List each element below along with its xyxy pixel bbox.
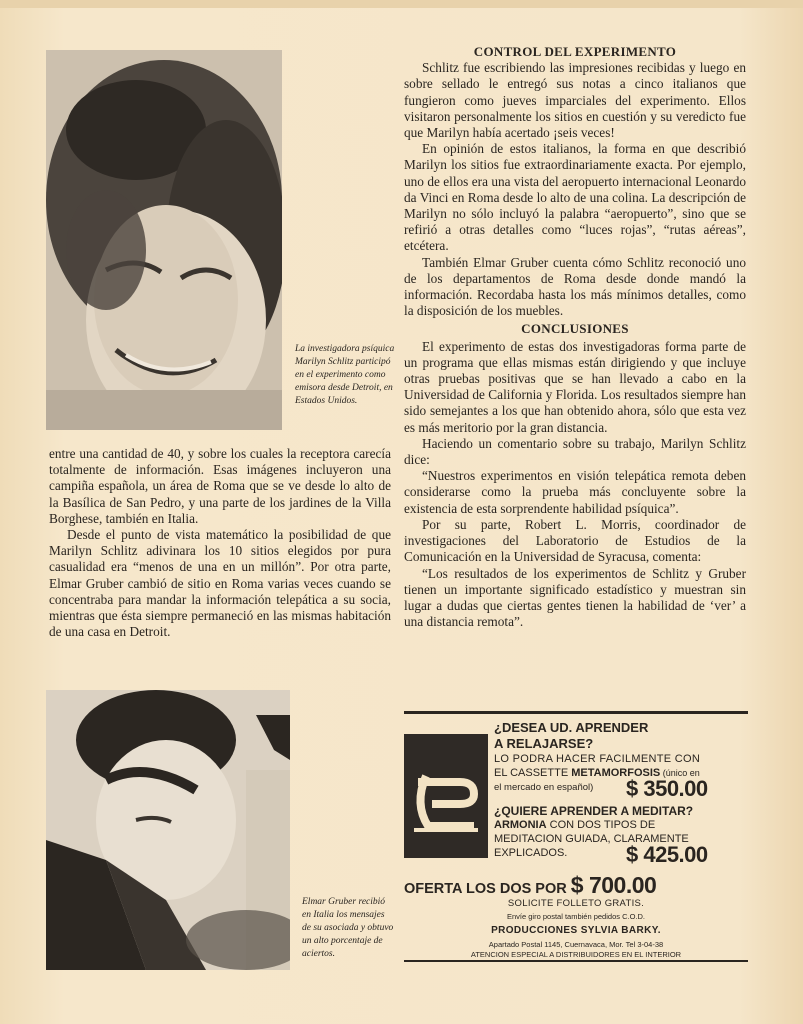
ad-metamorfosis: METAMORFOSIS: [571, 767, 661, 779]
right-paragraph-6: “Nuestros experimentos en visión telepática remota deben considerarse como la prueba más concluyente sobre la existencia de esta sorprendente habilidad psíquica”.: [404, 468, 746, 516]
photo-marilyn-schlitz: [46, 50, 282, 430]
ad-line-3: el mercado en español): [494, 782, 594, 793]
right-paragraph-7: Por su parte, Robert L. Morris, coordinador de investigaciones del Laboratorio de Estudios de la Comunicación en la Universidad de Syracusa, comenta:: [404, 516, 746, 565]
ad-request-brochure: SOLICITE FOLLETO GRATIS.: [507, 898, 645, 909]
ad-distributors: ATENCION ESPECIAL A DISTRIBUIDORES EN EL INTERIOR: [470, 950, 682, 959]
right-paragraph-2: En opinión de estos italianos, la forma en que describió Marilyn los sitios fue extraordinariamente exacta. Por ejemplo, uno de ellos era una vista del aeropuerto internacional Leonardo da Vinci en Roma desde lo alto de una colina. La descripción de Marilyn no sólo incluyó la palabra “aeropuerto”, sino que se refirió a otras detalles como “luces rojas”, “rutas aéreas”, etcétera.: [404, 141, 746, 254]
right-paragraph-3: También Elmar Gruber cuenta cómo Schlitz reconoció uno de los departamentos de Roma desde donde mandó la información. Recordaba hasta los más mínimos detalles, como la disposición de los muebles.: [404, 254, 746, 319]
portrait-illustration: [46, 50, 282, 430]
ad-question-relax-1: ¿DESEA UD. APRENDER: [494, 720, 649, 735]
page-top-edge: [0, 0, 803, 8]
ad-line-5: MEDITACION GUIADA, CLARAMENTE: [494, 833, 689, 845]
ad-line-4: [494, 819, 655, 831]
photo-elmar-gruber: [46, 690, 290, 970]
ad-bottom-rule: [404, 960, 748, 962]
right-paragraph-8: “Los resultados de los experimentos de Schlitz y Gruber tienen un importante significado estadístico y muestran sin lugar a dudas que ciertas gentes tienen la habilidad de ‘ver’ a una distancia remota”.: [404, 565, 746, 630]
heading-conclusiones: CONCLUSIONES: [521, 321, 629, 337]
ad-price-1: $ 350.00: [626, 776, 708, 801]
left-paragraph-1: entre una cantidad de 40, y sobre los cuales la receptora carecía totalmente de información. Esas imágenes incluyeron una campiña española, un área de Roma que se ve desde lo alto de la Basílica de San Pedro, y una parte de los jardines de la Villa Borghese, también en Italia.: [49, 446, 391, 526]
ad-two-types: CON DOS TIPOS DE: [546, 819, 656, 831]
ad-cassette-label: EL CASSETTE: [494, 767, 572, 779]
ad-company-name: PRODUCCIONES SYLVIA BARKY.: [491, 925, 661, 936]
ad-offer-price: $ 700.00: [570, 872, 657, 898]
ad-armonia: ARMONIA: [494, 819, 547, 831]
right-text-column: [404, 44, 746, 630]
ad-question-meditate: ¿QUIERE APRENDER A MEDITAR?: [494, 804, 694, 818]
ad-top-rule: [404, 711, 748, 714]
ad-line-1: LO PODRA HACER FACILMENTE CON: [494, 753, 701, 765]
ad-line-6: EXPLICADOS.: [494, 847, 568, 859]
ad-unico: (único en: [660, 768, 700, 778]
ad-address: Apartado Postal 1145, Cuernavaca, Mor. Tel 3-04-38: [488, 940, 664, 949]
caption-bottom-photo: Elmar Gruber recibió en Italia los mensajes de su asociada y obtuvo un alto porcentaje de aciertos.: [302, 897, 394, 959]
portrait-illustration-2: [46, 690, 290, 970]
ad-offer-label: OFERTA LOS DOS POR: [404, 881, 571, 897]
ad-postal-order: Envíe giro postal también pedidos C.O.D.: [507, 912, 645, 921]
left-text-column: [49, 446, 391, 640]
heading-control-experimento: CONTROL DEL EXPERIMENTO: [473, 44, 677, 59]
right-paragraph-5: Haciendo un comentario sobre su trabajo, Marilyn Schlitz dice:: [404, 435, 746, 468]
ad-logo-box: [404, 734, 488, 858]
left-paragraph-2: Desde el punto de vista matemático la posibilidad de que Marilyn Schlitz adivinara los 10 sitios elegidos por pura casualidad era “menos de una en un millón”. Por otra parte, Elmar Gruber cambió de sitio en Roma varias veces cuando se concentraba para mandar la información telepática a su socia, mientras que ésta siempre permaneció en las mismas habitación de una casa en Detroit.: [49, 527, 391, 640]
stylized-e-logo-icon: [404, 734, 488, 858]
right-paragraph-1: Schlitz fue escribiendo las impresiones recibidas y luego en sobre sellado le entregó sus notas a cinco italianos que fungieron como jueves imparciales del experimento. Ellos visitaron personalmente los sitios en cuestión y su veredicto fue que Marilyn había acertado ¡seis veces!: [404, 60, 746, 141]
ad-question-relax-2: A RELAJARSE?: [494, 736, 594, 751]
ad-offer: [404, 872, 656, 899]
right-paragraph-4: El experimento de estas dos investigadoras forma parte de un programa que ellas mismas están dirigiendo y que incluye otras pruebas positivas que se han llevado a cabo en la Universidad de California y Florida. Los resultados siempre han sido semejantes a los que han obtenido ahora, sólo que esta vez es más meritorio por la gran distancia.: [404, 338, 746, 435]
caption-top-photo: La investigadora psíquica Marilyn Schlitz participó en el experimento como emisora desde Detroit, en Estados Unidos.: [295, 344, 395, 406]
ad-price-2: $ 425.00: [626, 842, 708, 867]
